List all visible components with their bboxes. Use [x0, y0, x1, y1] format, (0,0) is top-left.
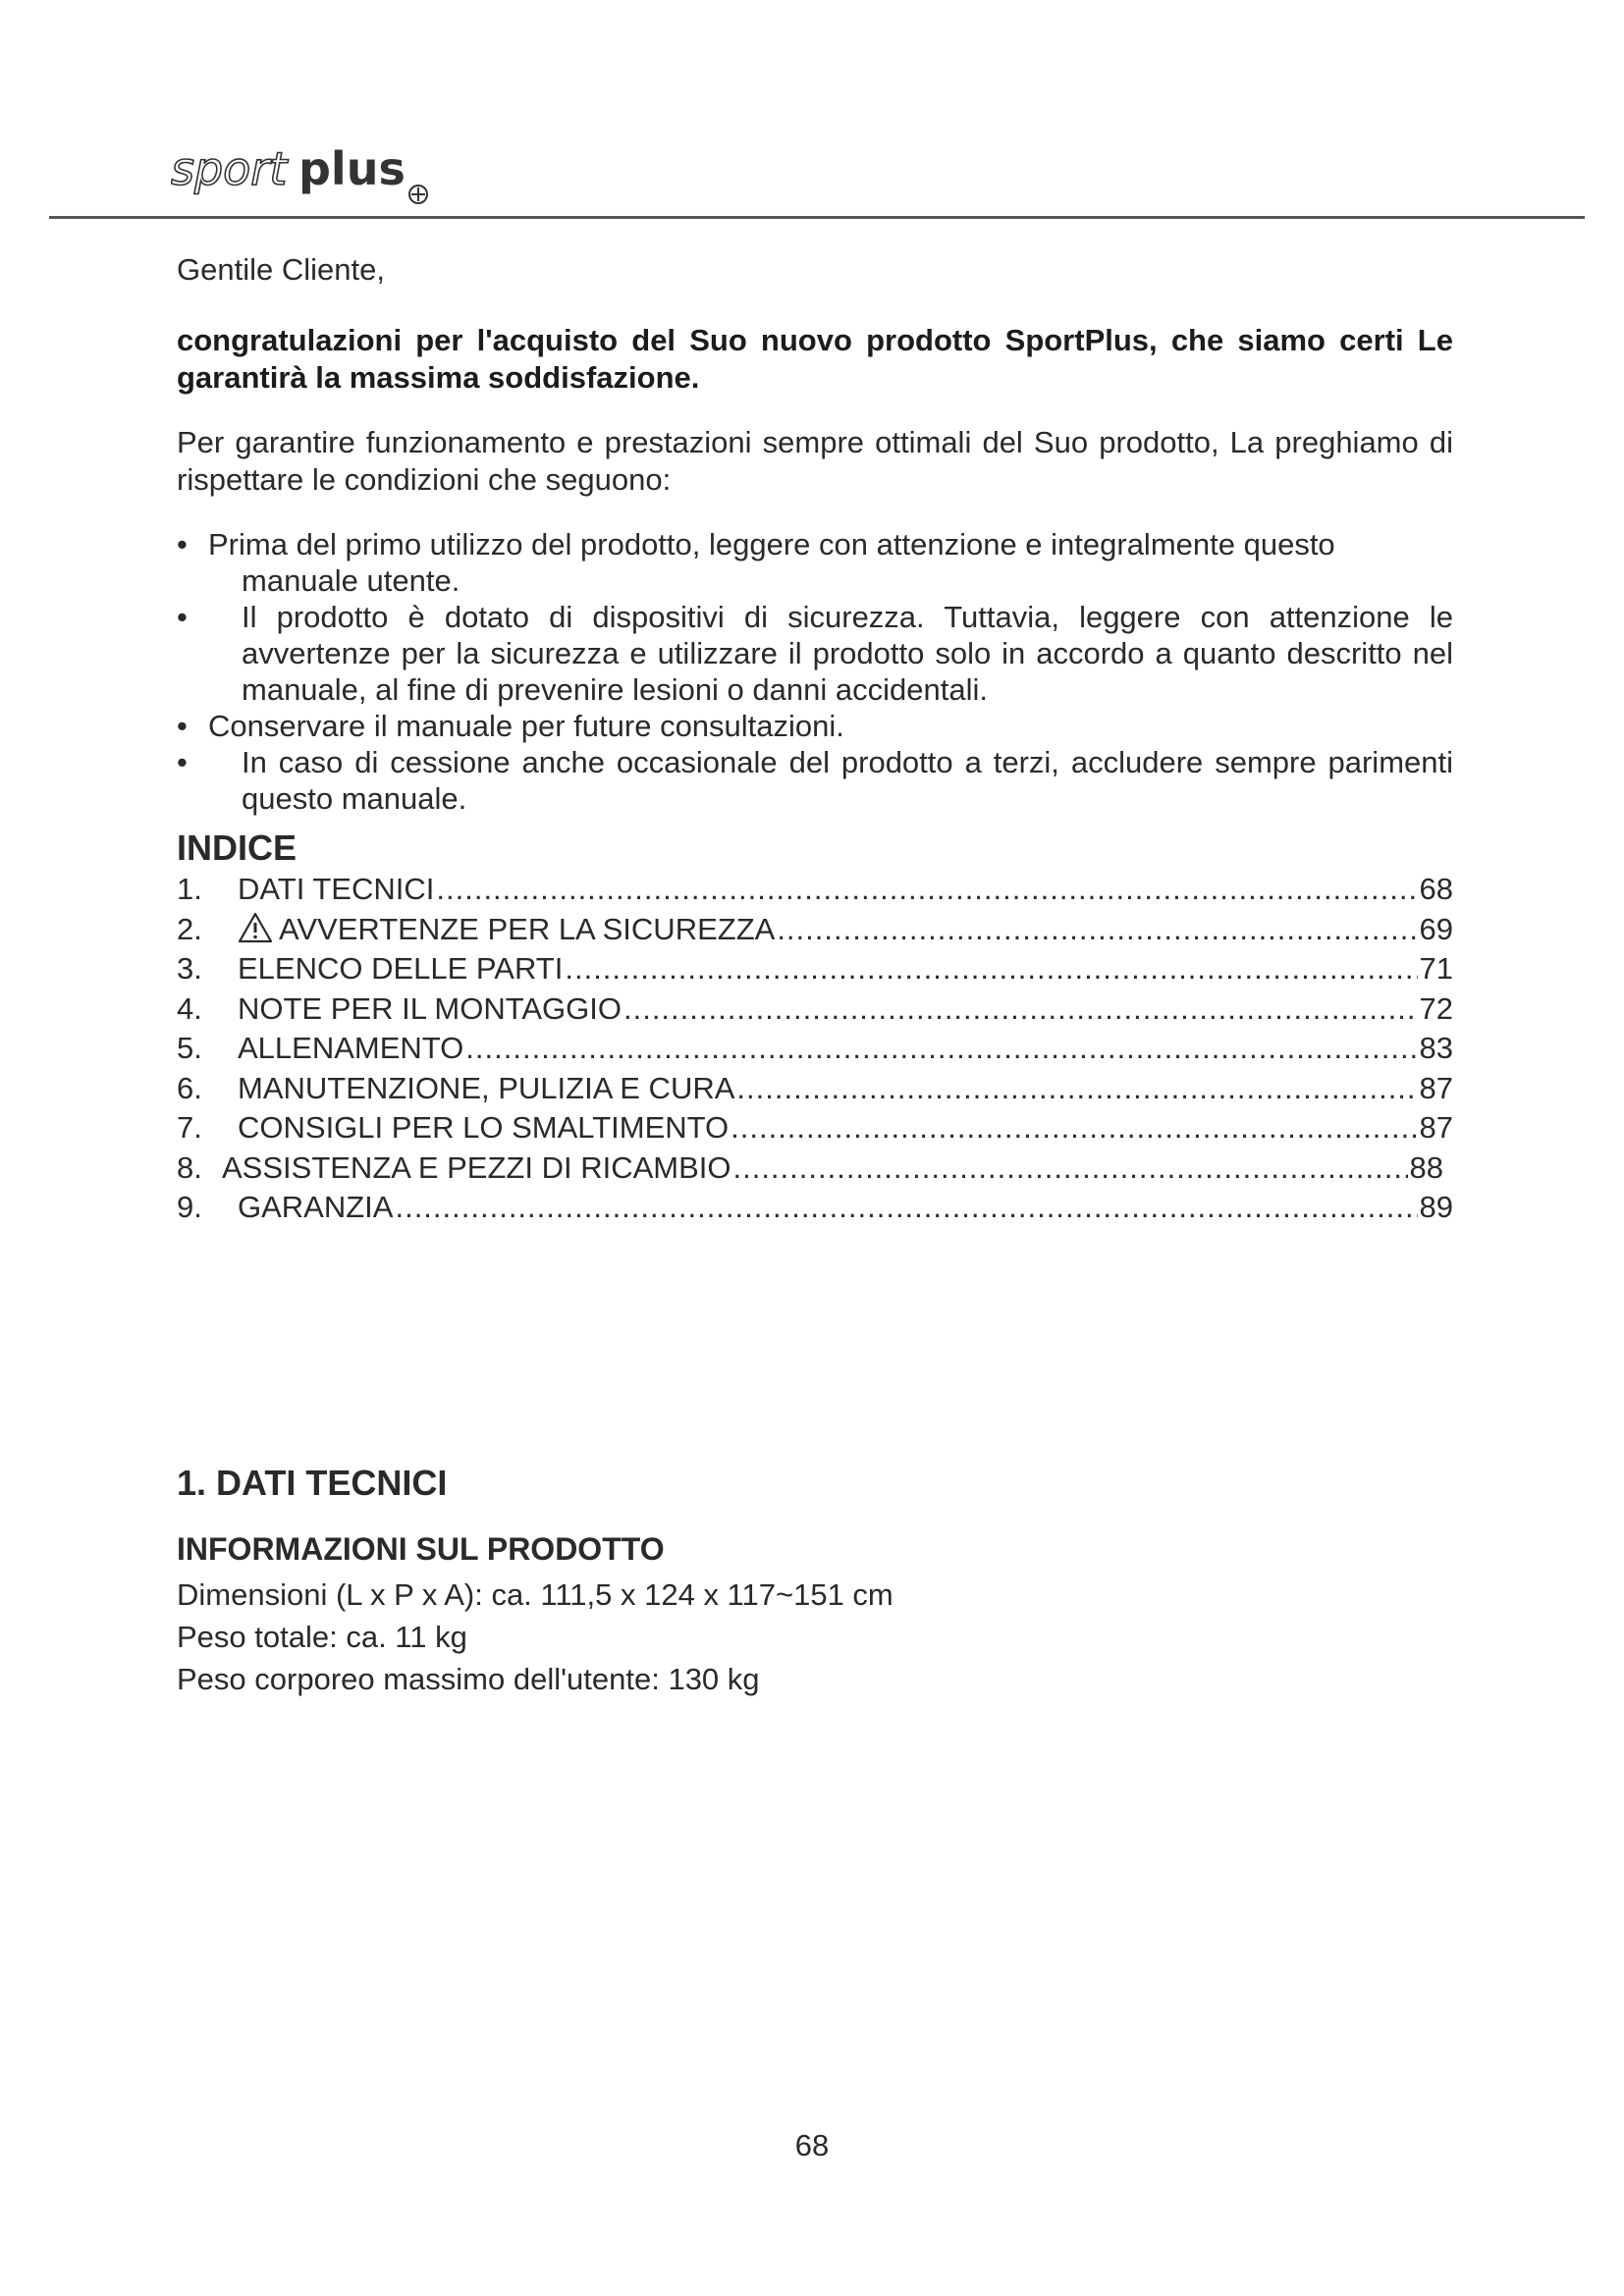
toc-page: 83 — [1419, 1031, 1453, 1065]
toc-label: AVVERTENZE PER LA SICUREZZA — [279, 911, 776, 946]
toc-number: 6. — [177, 1070, 202, 1105]
spec-weight: Peso totale: ca. 11 kg — [177, 1620, 467, 1654]
toc-label: DATI TECNICI — [238, 872, 435, 906]
bullet-item — [177, 744, 1453, 817]
toc-leader — [436, 870, 1417, 910]
toc-page: 88 — [1409, 1149, 1443, 1185]
salutation: Gentile Cliente, — [177, 252, 385, 287]
toc-item[interactable] — [177, 1029, 1453, 1069]
index-title: INDICE — [177, 828, 298, 868]
bullet-text: Il prodotto è dotato di dispositivi di sicurezza. Tuttavia, leggere con attenzione le avvertenze per la sicurezza e utilizzare il prodotto solo in accordo a quanto descritto nel manuale, al fine di prevenire lesioni o danni accidentali. — [242, 600, 1453, 707]
section-title: 1. DATI TECNICI — [177, 1463, 448, 1503]
toc-number: 3. — [177, 951, 202, 986]
section-subtitle: INFORMAZIONI SUL PRODOTTO — [177, 1531, 665, 1567]
toc-page: 87 — [1419, 1110, 1453, 1145]
toc-number: 2. — [177, 911, 202, 946]
toc-leader — [777, 910, 1417, 950]
bullet-continuation: manuale utente. — [242, 563, 460, 598]
toc-leader — [623, 989, 1418, 1030]
svg-text:sport: sport — [171, 142, 288, 195]
product-specs — [177, 1574, 893, 1700]
toc-item[interactable] — [177, 949, 1453, 989]
bullet-text: In caso di cessione anche occasionale del prodotto a terzi, accludere sempre parimenti questo manuale. — [242, 745, 1453, 816]
toc-number: 8. — [177, 1149, 202, 1185]
toc-item[interactable] — [177, 1108, 1453, 1148]
sportplus-logo — [171, 137, 465, 206]
toc-page: 69 — [1419, 911, 1453, 946]
toc-label: CONSIGLI PER LO SMALTIMENTO — [238, 1110, 730, 1145]
toc-page: 72 — [1419, 990, 1453, 1026]
bullet-symbol: • — [177, 745, 188, 779]
bullet-symbol: • — [177, 709, 188, 743]
instructions-text: Per garantire funzionamento e prestazioni sempre ottimali del Suo prodotto, La preghiamo di rispettare le condizioni che seguono: — [177, 425, 1453, 497]
spec-dimensions: Dimensioni (L x P x A): ca. 111,5 x 124 x 117~151 cm — [177, 1577, 893, 1612]
toc-number: 9. — [177, 1190, 202, 1224]
intro-content — [177, 245, 1453, 1228]
toc-number: 7. — [177, 1110, 202, 1145]
bullet-item — [177, 526, 1453, 599]
toc-item[interactable] — [177, 1148, 1453, 1189]
toc-item[interactable] — [177, 910, 1453, 950]
toc-page: 87 — [1419, 1070, 1453, 1105]
bullet-symbol: • — [177, 527, 188, 561]
toc-leader — [465, 1029, 1417, 1069]
toc-page: 68 — [1419, 872, 1453, 906]
bullet-item — [177, 708, 1453, 744]
toc-label: ELENCO DELLE PARTI — [238, 951, 564, 986]
toc-item[interactable] — [177, 1069, 1453, 1109]
toc-item[interactable] — [177, 989, 1453, 1030]
header-rule — [49, 216, 1585, 219]
table-of-contents — [177, 870, 1453, 1228]
toc-page: 89 — [1419, 1190, 1453, 1224]
bullet-symbol: • — [177, 600, 188, 634]
toc-leader — [736, 1069, 1417, 1109]
bullet-text: Prima del primo utilizzo del prodotto, leggere con attenzione e integralmente questo — [208, 527, 1335, 561]
toc-item[interactable] — [177, 1188, 1453, 1228]
toc-label: ASSISTENZA E PEZZI DI RICAMBIO — [222, 1149, 731, 1185]
toc-leader — [565, 949, 1417, 989]
svg-text:plus: plus — [298, 142, 406, 195]
bullet-text: Conservare il manuale per future consultazioni. — [208, 709, 844, 743]
bullet-list — [177, 526, 1453, 817]
toc-number: 4. — [177, 990, 202, 1026]
toc-item[interactable] — [177, 870, 1453, 910]
toc-page: 71 — [1419, 951, 1453, 986]
warning-triangle-icon — [238, 912, 273, 943]
toc-leader — [732, 1148, 1407, 1189]
toc-label-with-icon — [238, 910, 775, 950]
congratulations-text: congratulazioni per l'acquisto del Suo nuovo prodotto SportPlus, che siamo certi Le garantirà la massima soddisfazione. — [177, 323, 1453, 395]
page-number: 68 — [794, 2128, 830, 2163]
toc-label: ALLENAMENTO — [238, 1031, 464, 1065]
toc-label: NOTE PER IL MONTAGGIO — [238, 990, 622, 1026]
toc-label: GARANZIA — [238, 1190, 394, 1224]
bullet-item — [177, 599, 1453, 708]
toc-number: 5. — [177, 1031, 202, 1065]
toc-number: 1. — [177, 872, 202, 906]
toc-label: MANUTENZIONE, PULIZIA E CURA — [238, 1070, 735, 1105]
toc-leader — [395, 1188, 1417, 1228]
toc-leader — [731, 1108, 1417, 1148]
spec-max-user-weight: Peso corporeo massimo dell'utente: 130 kg — [177, 1662, 760, 1696]
